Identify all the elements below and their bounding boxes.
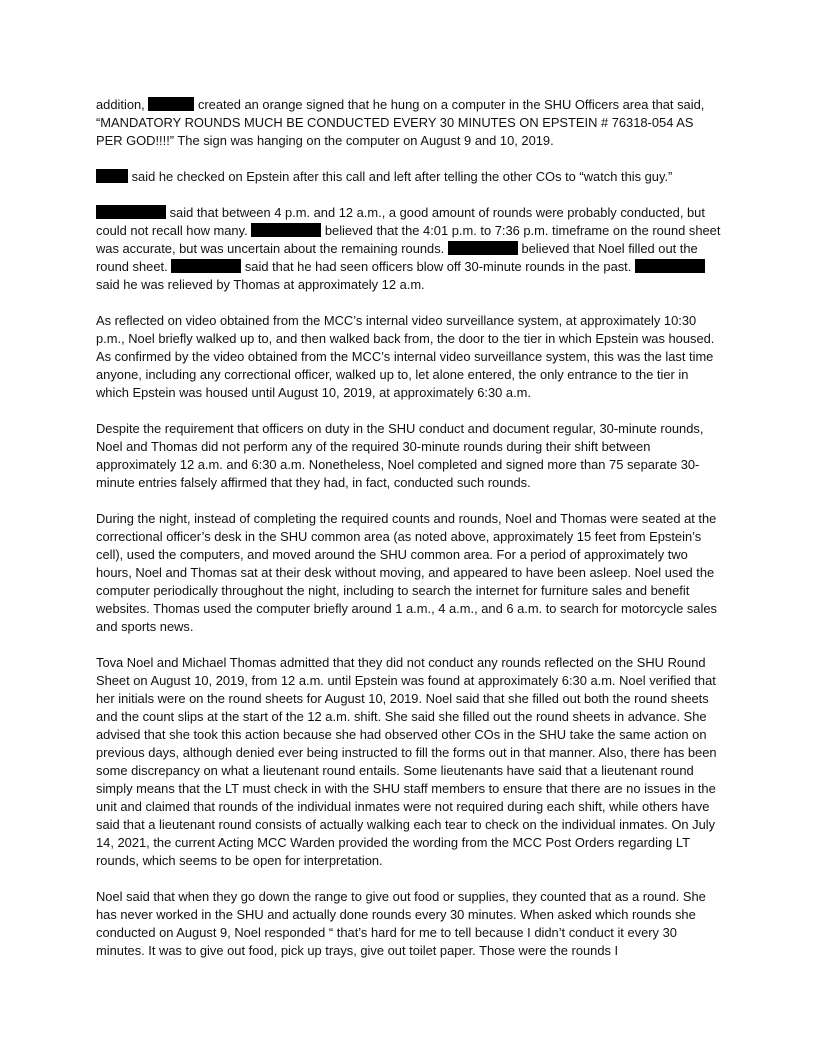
- redaction-box: [171, 259, 241, 273]
- redaction-box: [635, 259, 705, 273]
- text: said he checked on Epstein after this call and left after telling the other COs to “watch this guy.”: [131, 169, 673, 184]
- text: believed that Noel filled out the round sheet.: [96, 241, 698, 274]
- paragraph-requirement: Despite the requirement that officers on duty in the SHU conduct and document regular, 30-minute rounds, Noel and Thomas did not perform any of the required 30-minute rounds during their shift between approximately 12 a.m. and 6:30 a.m. Nonetheless, Noel completed and signed more than 75 separate 30-minute entries falsely affirmed that they had, in fact, conducted such rounds.: [96, 421, 704, 490]
- redaction-box: [96, 205, 166, 219]
- text: said that between 4 p.m. and 12 a.m., a good amount of rounds were probably conducted, but could not recall how many.: [96, 205, 705, 238]
- paragraph-admission: Tova Noel and Michael Thomas admitted that they did not conduct any rounds reflected on the SHU Round Sheet on August 10, 2019, from 12 a.m. until Epstein was found at approximately 6:30 a.m. Noel verified that her initials were on the round sheets for August 10, 2019. Noel said that she filled out both the round sheets and the count slips at the start of the 12 a.m. shift. She said she filled out the round sheets in advance. She advised that she took this action because she had observed other COs in the SHU take the same action on previous days, although denied ever being instructed to fill the forms out in that manner. Also, there has been some discrepancy on what a lieutenant round entails. Some lieutenants have said that a lieutenant round simply means that the LT must check in with the SHU staff members to ensure that there are no issues in the unit and claimed that rounds of the individual inmates were not required during each shift, while others have said that a lieutenant round consists of actually walking each tear to check on the individual inmates. On July 14, 2021, the current Acting MCC Warden provided the wording from the MCC Post Orders regarding LT rounds, which seems to be open for interpretation.: [96, 655, 717, 868]
- redaction-box: [251, 223, 321, 237]
- text: created an orange signed that he hung on a computer in the SHU Officers area that said, “MANDATORY ROUNDS MUCH BE CONDUCTED EVERY 30 MINUTES ON EPSTEIN # 76318-054 AS PER GOD!!!!” The sign was hanging on the computer on August 9 and 10, 2019.: [96, 97, 705, 148]
- redaction-box: [96, 169, 128, 183]
- document-body: [96, 96, 722, 978]
- paragraph-noel-statement: Noel said that when they go down the range to give out food or supplies, they counted that as a round. She has never worked in the SHU and actually done rounds every 30 minutes. When asked which rounds she conducted on August 9, Noel responded “ that’s hard for me to tell because I didn’t conduct it every 30 minutes. It was to give out food, pick up trays, give out toilet paper. Those were the rounds I: [96, 889, 706, 958]
- redaction-box: [448, 241, 518, 255]
- text: addition,: [96, 97, 145, 112]
- paragraph-sign: [96, 96, 722, 150]
- paragraph-video: As reflected on video obtained from the MCC’s internal video surveillance system, at approximately 10:30 p.m., Noel briefly walked up to, and then walked back from, the door to the tier in which Epstein was housed. As confirmed by the video obtained from the MCC’s internal video surveillance system, this was the last time anyone, including any correctional officer, walked up to, let alone entered, the only entrance to the tier in which Epstein was housed until August 10, 2019, at approximately 6:30 a.m.: [96, 313, 715, 400]
- text: said he was relieved by Thomas at approximately 12 a.m.: [96, 277, 425, 292]
- paragraph-rounds-estimate: [96, 204, 722, 294]
- text: said that he had seen officers blow off 30-minute rounds in the past.: [244, 259, 632, 274]
- redaction-box: [148, 97, 194, 111]
- text: believed that the 4:01 p.m. to 7:36 p.m. timeframe on the round sheet was accurate, but was uncertain about the remaining rounds.: [96, 223, 721, 256]
- paragraph-check: [96, 168, 722, 186]
- paragraph-night: During the night, instead of completing the required counts and rounds, Noel and Thomas were seated at the correctional officer’s desk in the SHU common area (as noted above, approximately 15 feet from Epstein’s cell), used the computers, and moved around the SHU common area. For a period of approximately two hours, Noel and Thomas sat at their desk without moving, and appeared to have been asleep. Noel used the computer periodically throughout the night, including to search the internet for furniture sales and benefit websites. Thomas used the computer briefly around 1 a.m., 4 a.m., and 6 a.m. to search for motorcycle sales and sports news.: [96, 511, 717, 634]
